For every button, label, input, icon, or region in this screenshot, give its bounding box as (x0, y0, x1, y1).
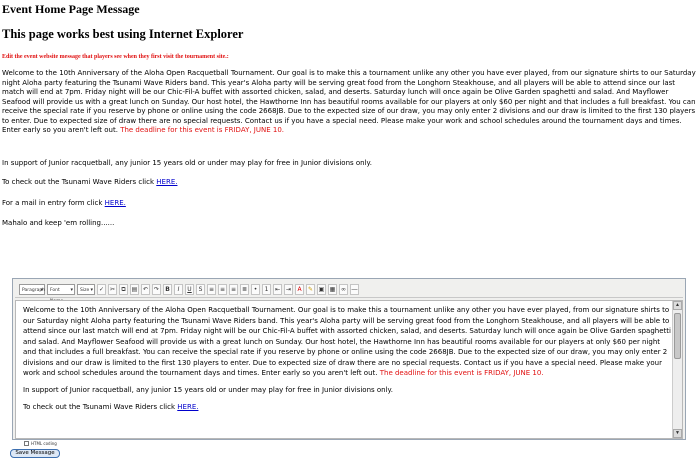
preview-junior: In support of Junior racquetball, any junior 15 years old or under may play for free in Junior divisions only. (2, 159, 372, 167)
save-message-button[interactable]: Save Message (10, 449, 60, 458)
cut-icon[interactable]: ✂ (109, 285, 116, 293)
bullet-list-icon[interactable]: • (251, 284, 260, 295)
link-icon[interactable]: ∞ (341, 285, 346, 293)
editor-intro (23, 305, 673, 379)
highlight-icon[interactable]: ✎ (307, 285, 314, 293)
browser-note: This page works best using Internet Explorer (2, 27, 244, 41)
scroll-up-arrow-icon[interactable]: ▲ (673, 301, 682, 310)
html-coding-checkbox[interactable] (24, 441, 29, 446)
italic-icon[interactable]: I (174, 284, 183, 295)
editor-scrollbar[interactable] (672, 301, 682, 438)
scroll-thumb[interactable] (674, 313, 681, 359)
align-left-icon[interactable]: ≡ (208, 285, 215, 293)
size-select[interactable]: Size ▾ (77, 284, 95, 295)
page-title: Event Home Page Message (2, 2, 140, 16)
editor-tsunami-text: To check out the Tsunami Wave Riders click (23, 403, 176, 411)
edit-instruction: Edit the event website message that players see when they first visit the tournament site.: (2, 54, 229, 60)
preview-intro (2, 69, 696, 136)
undo-icon[interactable]: ↶ (142, 285, 149, 293)
spell-check-icon[interactable]: ✓ (98, 285, 105, 293)
preview-tsunami (2, 178, 696, 188)
font-name-select[interactable]: Font ▾ (47, 284, 75, 295)
outdent-icon[interactable]: ⇤ (274, 285, 281, 293)
numbered-list-icon[interactable]: 1 (262, 284, 271, 295)
align-center-icon[interactable]: ≡ (219, 285, 226, 293)
paste-icon[interactable]: ▤ (131, 285, 138, 293)
copy-icon[interactable]: ⧉ (119, 284, 128, 295)
preview-deadline: The deadline for this event is FRIDAY, JUNE 10. (120, 126, 284, 134)
tsunami-link[interactable]: HERE. (156, 178, 178, 186)
preview-mail (2, 199, 696, 209)
preview-tsunami-text: To check out the Tsunami Wave Riders click (2, 178, 155, 186)
editor-deadline: The deadline for this event is FRIDAY, JUNE 10. (379, 369, 544, 377)
scroll-down-arrow-icon[interactable]: ▼ (673, 429, 682, 438)
image-icon[interactable]: ▣ (318, 285, 325, 293)
indent-icon[interactable]: ⇥ (285, 285, 292, 293)
preview-mahalo: Mahalo and keep 'em rolling...... (2, 219, 115, 227)
table-icon[interactable]: ▦ (329, 285, 336, 293)
strikethrough-icon[interactable]: S (196, 284, 205, 295)
html-coding-option (24, 441, 57, 446)
mail-entry-link[interactable]: HERE. (104, 199, 126, 207)
editor-tsunami (23, 402, 673, 413)
font-color-icon[interactable]: A (295, 284, 304, 295)
underline-icon[interactable]: U (185, 284, 194, 295)
editor-junior: In support of Junior racquetball, any junior 15 years old or under may play for free in Junior divisions only. (23, 386, 393, 394)
bold-icon[interactable]: B (163, 284, 172, 295)
message-editor (12, 278, 686, 440)
align-right-icon[interactable]: ≡ (230, 285, 237, 293)
hr-icon[interactable]: ― (351, 285, 358, 293)
format-select[interactable]: Paragraph ▾ (19, 284, 45, 295)
editor-tsunami-link[interactable]: HERE. (177, 403, 199, 411)
preview-intro-text: Welcome to the 10th Anniversary of the Aloha Open Racquetball Tournament. Our goal is to make this a tournament unlike any other you have ever played, from our signature shirts to our Saturday night Aloha party featuring the Tsunami Wave Riders band. This year's Aloha party will be serving great food from the Longhorn Steakhouse, and all players will be able to attend since our last match will end at 7pm. Friday night will be our Chic-Fil-A buffet with assorted chicken, salad, and deserts. Saturday lunch will once again be Olive Garden spaghetti and salad. And Mayflower Seafood will provide us with a great lunch on Sunday. Our host hotel, the Hawthorne Inn has beautiful rooms available for our players at only $60 per night and that includes a full breakfast. You can receive the special rate if you reserve by phone or online using the code 2668JB. Due to the expected size of our draw, you may only enter 2 divisions and our draw is limited to the first 130 players to enter. Due to expected size of draw there are no special requests. Contact us if you have a special need. Please make your work and school schedules around the tournament days and times. Enter early so you aren't left out. (2, 69, 696, 134)
preview-mail-text: For a mail in entry form click (2, 199, 103, 207)
html-coding-label: HTML coding (31, 441, 57, 446)
redo-icon[interactable]: ↷ (153, 285, 160, 293)
editor-toolbar (15, 281, 683, 298)
editor-content[interactable] (15, 300, 683, 439)
justify-icon[interactable]: ≣ (241, 285, 248, 293)
editor-intro-text: Welcome to the 10th Anniversary of the Aloha Open Racquetball Tournament. Our goal is to make this a tournament unlike any other you have ever played, from our signature shirts to our Saturday night Aloha party featuring the Tsunami Wave Riders band. This year's Aloha party will be serving great food from the Longhorn Steakhouse, and all players will be able to attend since our last match will end at 7pm. Friday night will be our Chic-Fil-A buffet with assorted chicken, salad, and deserts. Saturday lunch will once again be Olive Garden spaghetti and salad. And Mayflower Seafood will provide us with a great lunch on Sunday. Our host hotel, the Hawthorne Inn has beautiful rooms available for our players at only $60 per night and that includes a full breakfast. You can receive the special rate if you reserve by phone or online using the code 2668JB. Due to the expected size of our draw, you may only enter 2 divisions and our draw is limited to the first 130 players to enter. Due to expected size of draw there are no special requests. Contact us if you have a special need. Please make your work and school schedules around the tournament days and times. Enter early so you aren't left out. (23, 306, 671, 377)
